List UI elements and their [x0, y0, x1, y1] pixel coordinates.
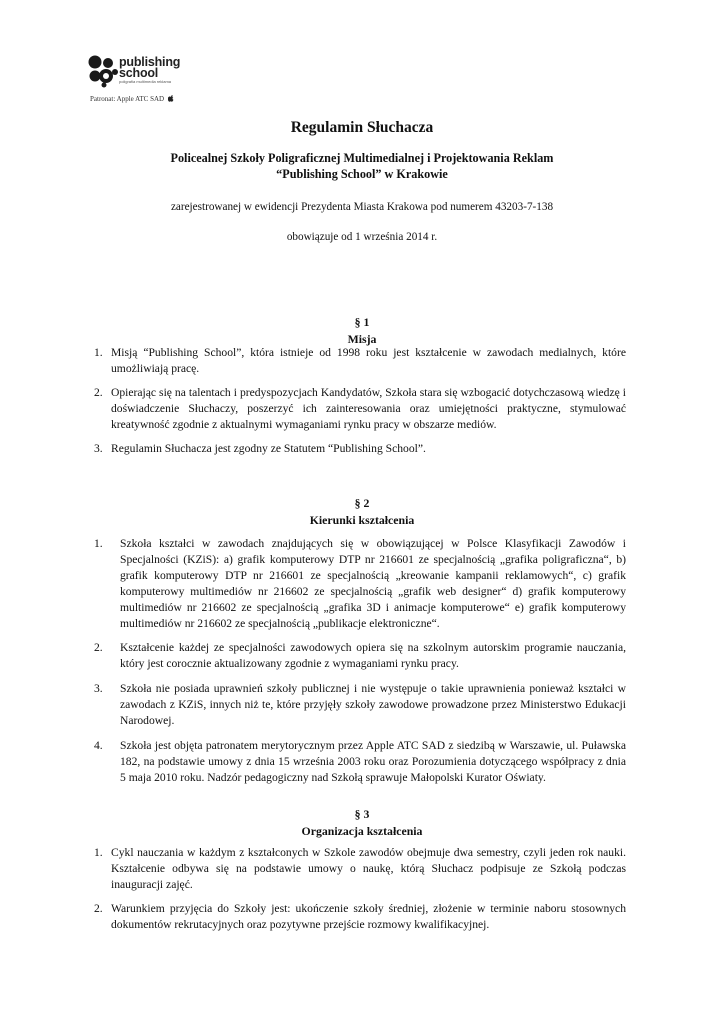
list-item [94, 536, 626, 631]
item-number: 2. [94, 901, 103, 915]
section-1-list [94, 345, 626, 464]
item-number: 1. [94, 846, 103, 859]
list-item [94, 901, 626, 933]
list-item [94, 681, 626, 729]
registration-note: zarejestrowanej w ewidencji Prezydenta Miasta Krakowa pod numerem 43203-7-138 [170, 201, 554, 213]
patron-line [90, 95, 174, 103]
item-number: 4. [94, 738, 103, 752]
logo-dots-icon [86, 54, 120, 88]
item-text: Szkoła jest objęta patronatem merytorycznym przez Apple ATC SAD z siedzibą w Warszawie, ul. Puławska 182, na podstawie umowy z dnia 15 września 2003 roku oraz Porozumienia dotyczącego współpracy z dnia 5 maja 2010 roku. Nadzór pedagogiczny nad Szkołą sprawuje Małopolski Kurator Oświaty. [120, 738, 626, 784]
item-number: 2. [94, 641, 103, 655]
section-number: § 2 [354, 496, 370, 510]
logo-wordmark [119, 57, 199, 84]
item-number: 1. [94, 537, 103, 550]
item-text: Warunkiem przyjęcia do Szkoły jest: ukończenie szkoły średniej, złożenie w terminie naboru stosownych dokumentów rekrutacyjnych oraz pozytywne przejście rozmowy kwalifikacyjnej. [111, 901, 626, 931]
logo-tagline: poligrafia multimedia reklama [119, 79, 172, 84]
list-item [94, 441, 626, 457]
section-heading: Kierunki kształcenia [309, 513, 415, 527]
section-3-header [0, 806, 724, 840]
subtitle-line: Policealnej Szkoły Poligraficznej Multimedialnej i Projektowania Reklam [170, 151, 554, 165]
section-number: § 1 [354, 315, 370, 329]
list-item [94, 345, 626, 377]
section-number: § 3 [354, 807, 370, 821]
section-heading: Misja [347, 332, 377, 346]
document-title: Regulamin Słuchacza [290, 119, 434, 136]
item-number: 1. [94, 346, 103, 359]
section-2-header [0, 495, 724, 529]
item-text: Szkoła nie posiada uprawnień szkoły publicznej i nie występuje o takie uprawnienia ponieważ kształci w zawodach z KZiS, innych niż te, które przyjęły szkoły zawodowe prowadzone przez Ministerstwo Edukacji Narodowej. [120, 682, 626, 728]
item-number: 3. [94, 441, 103, 455]
item-text: Kształcenie każdej ze specjalności zawodowych opiera się na szkolnym autorskim programie nauczania, który jest corocznie aktualizowany zgodnie z wymaganiami rynku pracy. [120, 641, 626, 671]
apple-icon [168, 95, 174, 102]
subtitle-line: “Publishing School” w Krakowie [276, 167, 448, 181]
item-number: 2. [94, 385, 103, 399]
item-text: Szkoła kształci w zawodach znajdujących się w obowiązującej w Polsce Klasyfikacji Zawodów i Specjalności (KZiS): a) grafik komputerowy DTP nr 216601 ze specjalnością „grafika poligraficzna“, b) grafik komputerowy DTP nr 216601 ze specjalnością „kreowanie kampanii reklamowych“, c) grafik komputerowy multimediów nr 216602 ze specjalnością „grafik web designer“ d) grafik komputerowy multimediów nr 216602 ze specjalnością „grafika 3D i animacje komputerowe“ e) grafik komputerowy multimediów nr 216602 ze specjalnością „publikacje elektroniczne“. [120, 537, 626, 630]
logo-line-2: school [119, 66, 159, 80]
effective-date: obowiązuje od 1 września 2014 r. [286, 231, 438, 243]
section-1-header [0, 314, 724, 348]
item-text: Cykl nauczania w każdym z kształconych w Szkole zawodów obejmuje dwa semestry, czyli jeden rok nauki. Kształcenie odbywa się na podstawie umowy o naukę, którą Słuchacz podpisuje ze Szkołą podczas inauguracji zajęć. [111, 846, 626, 891]
document-subtitle [60, 150, 664, 182]
patron-text: Patronat: Apple ATC SAD [90, 95, 165, 103]
item-text: Misją “Publishing School”, która istnieje od 1998 roku jest kształcenie w zawodach medialnych, które umożliwiają pracę. [111, 346, 626, 375]
list-item [94, 845, 626, 893]
list-item [94, 640, 626, 672]
list-item [94, 385, 626, 433]
item-text: Regulamin Słuchacza jest zgodny ze Statutem “Publishing School”. [111, 441, 426, 455]
logo-line-1: publishing [119, 55, 181, 69]
item-number: 3. [94, 682, 103, 696]
section-heading: Organizacja kształcenia [301, 824, 423, 838]
list-item [94, 738, 626, 786]
item-text: Opierając się na talentach i predyspozycjach Kandydatów, Szkoła stara się wzbogacić dotychczasową wiedzę i doświadczenie Słuchaczy, poszerzyć ich zainteresowania oraz umiejętności praktyczne, stymulować kreatywność zgodnie z aktualnymi wymaganiami rynku pracy w obszarze mediów. [111, 385, 626, 431]
section-2-list [94, 536, 626, 795]
section-3-list [94, 845, 626, 941]
